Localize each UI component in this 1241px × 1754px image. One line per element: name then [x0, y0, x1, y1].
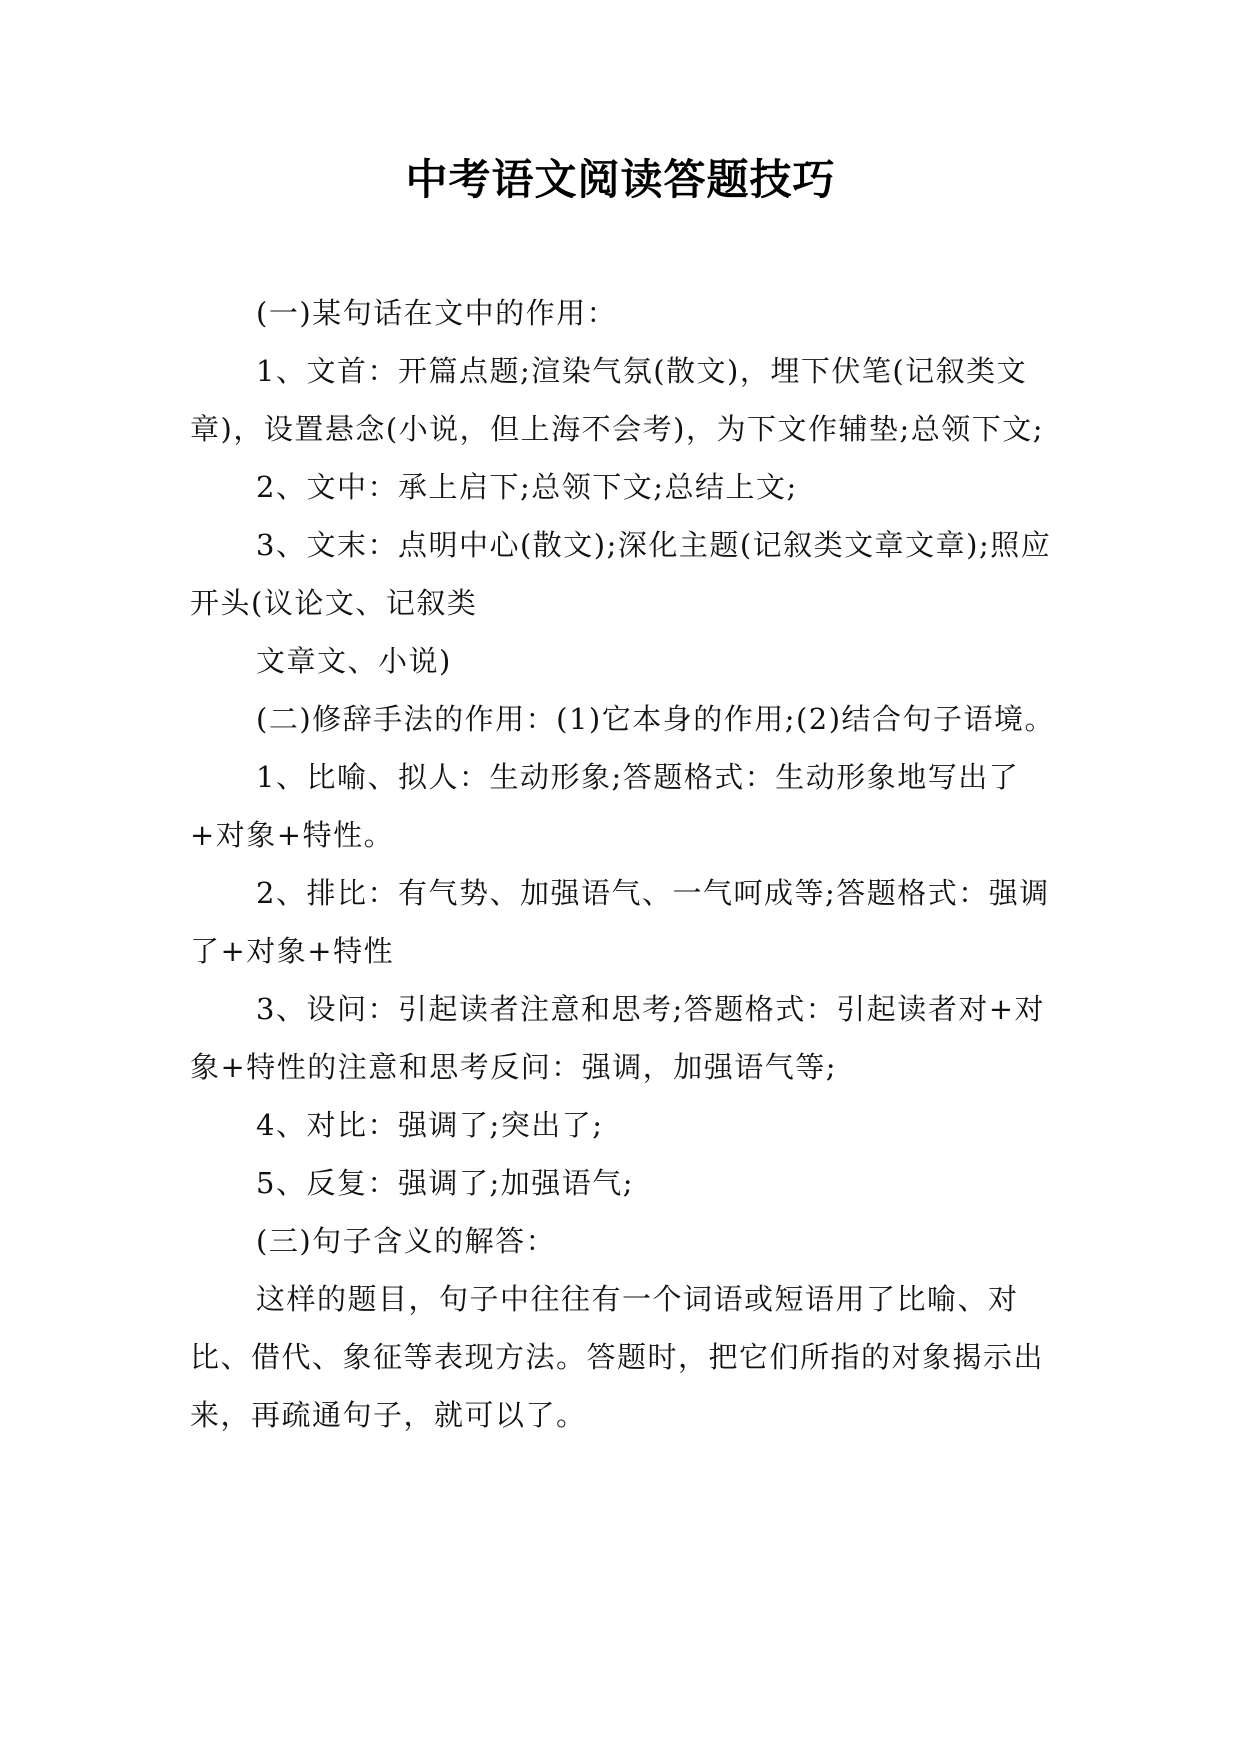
paragraph-rhetoric-5: 5、反复：强调了;加强语气;	[256, 1166, 634, 1200]
paragraph-item-3-continued: 文章文、小说)	[256, 644, 452, 678]
section-heading-2: (二)修辞手法的作用：(1)它本身的作用;(2)结合句子语境。	[256, 702, 1056, 736]
paragraph-item-2: 2、文中：承上启下;总领下文;总结上文;	[256, 470, 798, 504]
paragraph-sentence-meaning: 这样的题目，句子中往往有一个词语或短语用了比喻、对比、借代、象征等表现方法。答题时，把它们所指的对象揭示出来，再疏通句子，就可以了。	[190, 1282, 1045, 1432]
paragraph-item-3: 3、文末：点明中心(散文);深化主题(记叙类文章文章);照应开头(议论文、记叙类	[190, 528, 1052, 620]
paragraph-rhetoric-4: 4、对比：强调了;突出了;	[256, 1108, 604, 1142]
section-heading-3: (三)句子含义的解答：	[256, 1224, 557, 1258]
document-body	[190, 284, 1060, 1444]
section-heading-1: (一)某句话在文中的作用：	[256, 296, 618, 330]
paragraph-rhetoric-1: 1、比喻、拟人：生动形象;答题格式：生动形象地写出了+对象+特性。	[190, 760, 1020, 852]
document-title: 中考语文阅读答题技巧	[405, 155, 836, 204]
paragraph-item-1: 1、文首：开篇点题;渲染气氛(散文)，埋下伏笔(记叙类文章)，设置悬念(小说，但上海不会考)，为下文作辅垫;总领下文;	[190, 354, 1044, 446]
paragraph-rhetoric-2: 2、排比：有气势、加强语气、一气呵成等;答题格式：强调了+对象+特性	[190, 876, 1050, 968]
paragraph-rhetoric-3: 3、设问：引起读者注意和思考;答题格式：引起读者对+对象+特性的注意和思考反问：强调，加强语气等;	[190, 992, 1046, 1084]
